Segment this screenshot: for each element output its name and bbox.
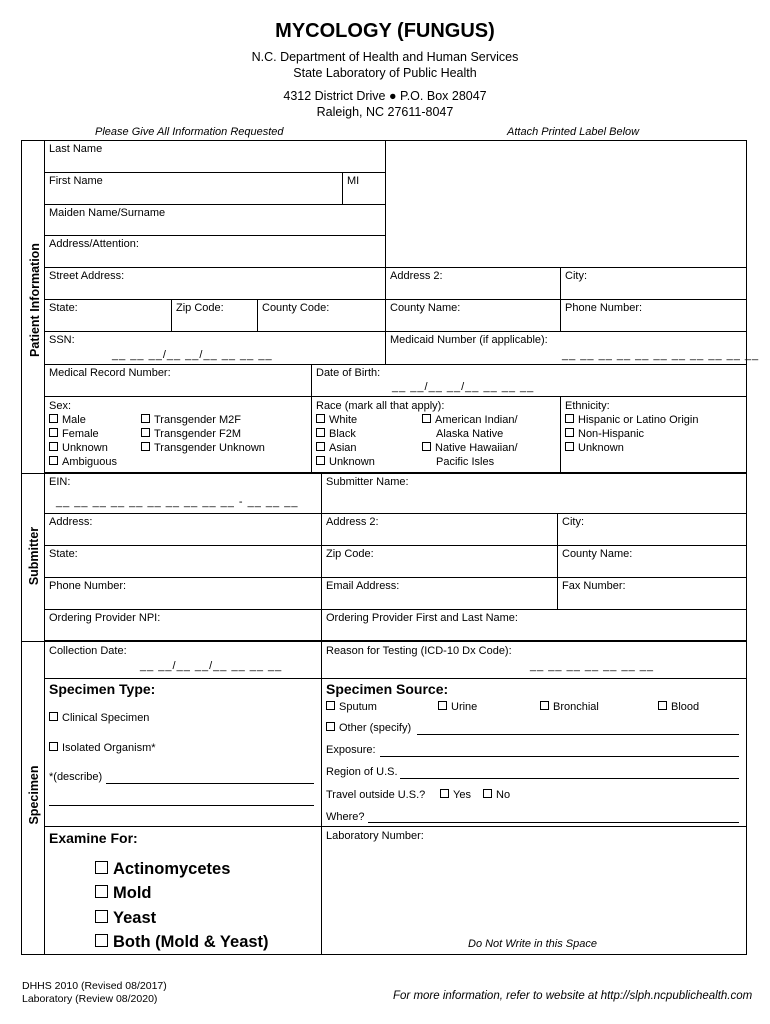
race-unknown-option[interactable]: Unknown — [316, 456, 375, 468]
describe-field[interactable]: *(describe) — [49, 771, 103, 783]
provider-name-field[interactable]: Ordering Provider First and Last Name: — [326, 612, 518, 624]
exposure-line[interactable] — [380, 756, 739, 757]
instruction-note: Please Give All Information Requested — [95, 126, 284, 138]
form-number: DHHS 2010 (Revised 08/2017) — [22, 980, 167, 992]
examine-for-title: Examine For: — [49, 830, 138, 846]
form-title: MYCOLOGY (FUNGUS) — [275, 20, 495, 42]
region-line[interactable] — [400, 778, 739, 779]
source-other-option[interactable]: Other (specify) — [326, 722, 411, 734]
submitter-county-field[interactable]: County Name: — [562, 548, 633, 560]
transgender-unknown-option[interactable]: Transgender Unknown — [141, 442, 265, 454]
clinical-specimen-option[interactable]: Clinical Specimen — [49, 712, 149, 724]
website-note[interactable]: For more information, refer to website at http://slph.ncpublichealth.com — [393, 990, 753, 1002]
ethnicity-hispanic-option[interactable]: Hispanic or Latino Origin — [565, 414, 698, 426]
sex-female-option[interactable]: Female — [49, 428, 99, 440]
ethnicity-label: Ethnicity: — [565, 400, 610, 412]
describe-line-2[interactable] — [49, 805, 314, 806]
patient-zip-field[interactable]: Zip Code: — [176, 302, 224, 314]
medicaid-field[interactable]: Medicaid Number (if applicable): — [390, 334, 548, 346]
do-not-write-note: Do Not Write in this Space — [468, 938, 597, 950]
middle-initial-field[interactable]: MI — [347, 175, 360, 187]
patient-section-label: Patient Information — [28, 243, 42, 357]
ssn-field[interactable]: SSN: — [49, 334, 75, 346]
region-field[interactable]: Region of U.S. — [326, 766, 398, 778]
submitter-state-field[interactable]: State: — [49, 548, 78, 560]
submitter-section-label: Submitter — [27, 526, 41, 586]
travel-label: Travel outside U.S.? — [326, 789, 426, 801]
sex-male-option[interactable]: Male — [49, 414, 86, 426]
submitter-address-field[interactable]: Address: — [49, 516, 93, 528]
travel-yes-option[interactable]: Yes — [440, 789, 471, 801]
city-address-line: Raleigh, NC 27611-8047 — [316, 105, 454, 119]
race-asian-option[interactable]: Asian — [316, 442, 357, 454]
transgender-m2f-option[interactable]: Transgender M2F — [141, 414, 241, 426]
laboratory-name: State Laboratory of Public Health — [293, 66, 477, 80]
submitter-phone-field[interactable]: Phone Number: — [49, 580, 127, 592]
collection-date-blank: __ __/__ __/__ __ __ __ — [140, 660, 283, 672]
first-name-field[interactable]: First Name — [49, 175, 103, 187]
sex-ambiguous-option[interactable]: Ambiguous — [49, 456, 117, 468]
source-blood-option[interactable]: Blood — [658, 701, 699, 713]
source-urine-option[interactable]: Urine — [438, 701, 477, 713]
transgender-f2m-option[interactable]: Transgender F2M — [141, 428, 241, 440]
submitter-email-field[interactable]: Email Address: — [326, 580, 400, 592]
patient-county-name-field[interactable]: County Name: — [390, 302, 461, 314]
ssn-blank: __ __ __/__ __/__ __ __ __ — [112, 349, 273, 361]
where-field[interactable]: Where? — [326, 811, 365, 823]
specimen-source-title: Specimen Source: — [326, 681, 449, 697]
ein-blank: __ __ __ __ __ __ __ __ __ __ - __ __ __ — [56, 496, 299, 508]
reason-for-testing-field[interactable]: Reason for Testing (ICD-10 Dx Code): — [326, 645, 512, 657]
examine-both-option[interactable]: Both (Mold & Yeast) — [95, 933, 269, 952]
patient-phone-field[interactable]: Phone Number: — [565, 302, 643, 314]
review-date: Laboratory (Review 08/2020) — [22, 993, 158, 1005]
where-line[interactable] — [368, 822, 739, 823]
sex-label: Sex: — [49, 400, 72, 412]
provider-npi-field[interactable]: Ordering Provider NPI: — [49, 612, 161, 624]
patient-sidebar — [21, 140, 45, 474]
specimen-section-label: Specimen — [27, 765, 41, 825]
laboratory-number-field: Laboratory Number: — [326, 830, 424, 842]
ethnicity-non-hispanic-option[interactable]: Non-Hispanic — [565, 428, 644, 440]
reason-blank: __ __ __ __ __ __ __ — [530, 660, 654, 672]
submitter-city-field[interactable]: City: — [562, 516, 584, 528]
department-name: N.C. Department of Health and Human Services — [251, 50, 519, 64]
patient-state-field[interactable]: State: — [49, 302, 78, 314]
medical-record-field[interactable]: Medical Record Number: — [49, 367, 171, 379]
ein-field[interactable]: EIN: — [49, 476, 71, 488]
describe-line[interactable] — [106, 783, 314, 784]
submitter-sidebar — [21, 473, 45, 642]
patient-address2-field[interactable]: Address 2: — [390, 270, 443, 282]
source-sputum-option[interactable]: Sputum — [326, 701, 377, 713]
ethnicity-unknown-option[interactable]: Unknown — [565, 442, 624, 454]
submitter-zip-field[interactable]: Zip Code: — [326, 548, 374, 560]
address-attention-field[interactable]: Address/Attention: — [49, 238, 139, 250]
medicaid-blank: __ __ __ __ __ __ __ __ __ __ __ — [562, 349, 760, 361]
submitter-fax-field[interactable]: Fax Number: — [562, 580, 626, 592]
dob-blank: __ __/__ __/__ __ __ __ — [392, 381, 535, 393]
submitter-address2-field[interactable]: Address 2: — [326, 516, 379, 528]
race-american-indian-line2: Alaska Native — [436, 428, 504, 440]
race-native-hawaiian-option[interactable]: Native Hawaiian/ — [422, 442, 518, 454]
specimen-sidebar — [21, 641, 45, 955]
county-code-field[interactable]: County Code: — [262, 302, 330, 314]
date-of-birth-field[interactable]: Date of Birth: — [316, 367, 381, 379]
race-white-option[interactable]: White — [316, 414, 357, 426]
submitter-name-field[interactable]: Submitter Name: — [326, 476, 409, 488]
exposure-field[interactable]: Exposure: — [326, 744, 376, 756]
specimen-type-title: Specimen Type: — [49, 681, 156, 697]
examine-yeast-option[interactable]: Yeast — [95, 909, 156, 928]
source-bronchial-option[interactable]: Bronchial — [540, 701, 599, 713]
other-line[interactable] — [417, 734, 739, 735]
street-address-line: 4312 District Drive ● P.O. Box 28047 — [283, 89, 487, 103]
race-black-option[interactable]: Black — [316, 428, 356, 440]
sex-unknown-option[interactable]: Unknown — [49, 442, 108, 454]
label-note: Attach Printed Label Below — [507, 126, 640, 138]
examine-actinomycetes-option[interactable]: Actinomycetes — [95, 860, 230, 879]
travel-no-option[interactable]: No — [483, 789, 510, 801]
isolated-organism-option[interactable]: Isolated Organism* — [49, 742, 156, 754]
last-name-field[interactable]: Last Name — [49, 143, 103, 155]
examine-mold-option[interactable]: Mold — [95, 884, 152, 903]
race-american-indian-option[interactable]: American Indian/ — [422, 414, 518, 426]
race-native-hawaiian-line2: Pacific Isles — [436, 456, 495, 468]
patient-street-field[interactable]: Street Address: — [49, 270, 125, 282]
maiden-name-field[interactable]: Maiden Name/Surname — [49, 207, 166, 219]
race-label: Race (mark all that apply): — [316, 400, 445, 412]
patient-city-field[interactable]: City: — [565, 270, 587, 282]
collection-date-field[interactable]: Collection Date: — [49, 645, 127, 657]
